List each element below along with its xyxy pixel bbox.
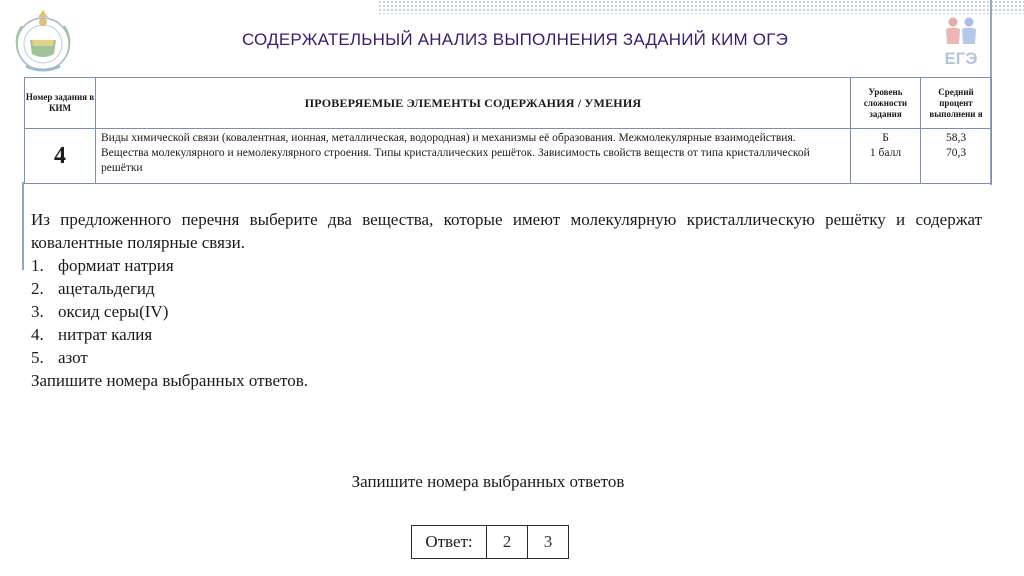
answer-options-list <box>31 254 174 369</box>
list-item <box>31 323 174 346</box>
level-cell <box>851 129 921 184</box>
decorative-vertical-line <box>22 182 24 270</box>
table-header-row <box>25 78 992 129</box>
option-number: 4. <box>31 325 44 344</box>
column-header-task-number: Номер задания в КИМ <box>25 78 96 129</box>
option-text: азот <box>58 348 88 367</box>
emblem-icon <box>8 6 78 76</box>
answer-table <box>411 525 569 559</box>
option-number: 1. <box>31 256 44 275</box>
option-text: нитрат калия <box>58 325 153 344</box>
decorative-dot-band <box>378 0 1024 14</box>
answer-instruction: Запишите номера выбранных ответов <box>351 472 625 491</box>
list-item <box>31 277 174 300</box>
task-number-cell: 4 <box>25 129 96 184</box>
option-number: 2. <box>31 279 44 298</box>
percent-cell <box>921 129 992 184</box>
slide-title: СОДЕРЖАТЕЛЬНЫЙ АНАЛИЗ ВЫПОЛНЕНИЯ ЗАДАНИЙ КИМ ОГЭ <box>241 30 789 49</box>
list-item <box>31 346 174 369</box>
level-value: Б <box>882 132 889 144</box>
task-instruction: Запишите номера выбранных ответов. <box>31 371 308 390</box>
option-number: 5. <box>31 348 44 367</box>
answer-label: Ответ: <box>412 526 487 559</box>
svg-text:ЕГЭ: ЕГЭ <box>944 49 978 68</box>
answer-cell: 3 <box>528 526 569 559</box>
elements-cell: Виды химической связи (ковалентная, ионная, металлическая, водородная) и механизмы её образования. Межмолекулярные взаимодействия. Вещества молекулярного и немолекулярного строения. Типы кристаллических решёток. Зависимость свойств веществ от типа кристаллической решётки <box>96 129 851 184</box>
option-text: формиат натрия <box>58 256 174 275</box>
ege-logo-icon <box>934 14 988 72</box>
list-item <box>31 254 174 277</box>
table-row <box>25 129 992 184</box>
column-header-percent: Средний процент выполнени я <box>921 78 992 129</box>
kim-analysis-table <box>24 77 992 184</box>
option-number: 3. <box>31 302 44 321</box>
percent-value: 58,3 <box>945 132 967 144</box>
option-text: ацетальдегид <box>58 279 155 298</box>
task-question: Из предложенного перечня выберите два вещества, которые имеют молекулярную кристаллическую решётку и содержат ковалентные полярные связи. <box>31 210 982 252</box>
column-header-level: Уровень сложности задания <box>851 78 921 129</box>
list-item <box>31 300 174 323</box>
option-text: оксид серы(IV) <box>58 302 169 321</box>
column-header-elements: ПРОВЕРЯЕМЫЕ ЭЛЕМЕНТЫ СОДЕРЖАНИЯ / УМЕНИЯ <box>96 78 851 129</box>
answer-cell: 2 <box>487 526 528 559</box>
score-value: 1 балл <box>869 147 902 159</box>
answer-row <box>412 526 569 559</box>
percent-value: 70,3 <box>945 147 967 159</box>
